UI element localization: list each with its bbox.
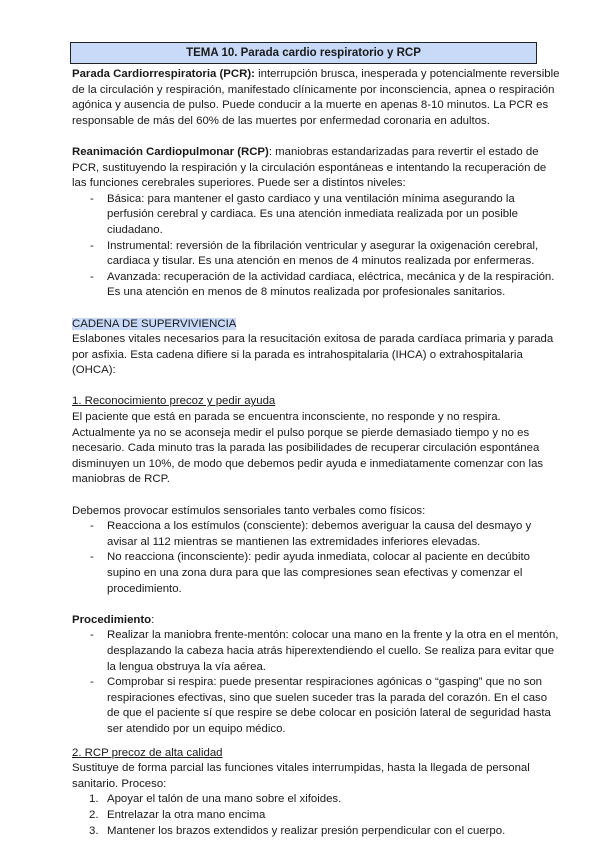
list-item bbox=[72, 792, 562, 808]
stimuli-intro: Debemos provocar estímulos sensoriales tanto verbales como físicos: bbox=[72, 504, 426, 517]
procedure-label: Procedimiento bbox=[72, 613, 152, 626]
rcp-definition bbox=[72, 145, 562, 192]
stimuli-list bbox=[72, 519, 562, 597]
list-item: - Realizar la maniobra frente-mentón: colocar una mano en la frente y la otra en el mentón, desplazando la cabeza hacia atrás hiperextendiendo el cuello. Se realiza para evitar que la lengua obstruya la vía aérea. bbox=[72, 628, 562, 675]
cadena-text: Eslabones vitales necesarios para la resucitación exitosa de parada cardíaca primaria y parada por asfixia. Esta cadena difiere si la parada es intrahospitalaria (IHCA) o extrahospitalaria (OHCA): bbox=[72, 333, 554, 377]
list-item: - No reacciona (inconsciente): pedir ayuda inmediata, colocar al paciente en decúbito supino en una zona dura para que las compresiones sean efectivas y comenzar el procedimiento. bbox=[72, 550, 562, 597]
section-2-heading bbox=[72, 746, 562, 762]
procedure-list bbox=[72, 628, 562, 737]
step-text: Apoyar el talón de una mano sobre el xifoides. bbox=[107, 793, 342, 806]
list-item bbox=[72, 824, 562, 840]
pcr-definition bbox=[72, 67, 562, 129]
rcp-text: : maniobras estandarizadas para revertir el estado de PCR, sustituyendo la respiración y la circulación espontáneas e intentando la recuperación de las funciones cerebrales superiores. Puede ser a distintos niveles: bbox=[72, 145, 547, 190]
pcr-text: interrupción brusca, inesperada y potencialmente reversible de la circulación y respiración, manifestado clínicamente por inconsciencia, apnea o respiración agónica y ausencia de pulso. Puede conducir a la muerte en apenas 8-10 minutos. La PCR es responsable de más del 60% de las muertes por enfermedad coronaria en adultos. bbox=[72, 68, 560, 127]
step-text: Mantener los brazos extendidos y realizar presión perpendicular con el cuerpo. bbox=[107, 824, 506, 837]
section-1-heading-text: 1. Reconocimiento precoz y pedir ayuda bbox=[72, 395, 276, 408]
list-item bbox=[72, 808, 562, 824]
section-2-heading-text: 2. RCP precoz de alta calidad bbox=[72, 746, 223, 759]
cadena-heading-text: CADENA DE SUPERVIVIENCIA bbox=[72, 317, 237, 330]
section-2-text: Sustituye de forma parcial las funciones vitales interrumpidas, hasta la llegada de personal sanitario. Proceso: bbox=[72, 762, 530, 790]
section-1-paragraph: El paciente que está en parada se encuentra inconsciente, no responde y no respira. Actualmente ya no se aconseja medir el pulso porque se pierde demasiado tiempo y no es necesario. Cada minuto tras la parada las posibilidades de recuperar circulación espontánea disminuyen un 10%, de modo que debemos pedir ayuda e inmediatamente comenzar con las maniobras de RCP. bbox=[72, 411, 544, 486]
pcr-term: Parada Cardiorrespiratoria (PCR): bbox=[72, 68, 255, 80]
list-item: - Básica: para mantener el gasto cardiaco y una ventilación mínima asegurando la perfusión cerebral y cardiaca. Es una atención inmediata realizada por un posible ciudadano. bbox=[72, 192, 562, 239]
step-text: Entrelazar la otra mano encima bbox=[107, 808, 266, 821]
document-body bbox=[72, 67, 562, 839]
procedure-colon: : bbox=[151, 613, 155, 626]
step-number: 3. bbox=[89, 824, 99, 837]
list-item: - Comprobar si respira: puede presentar respiraciones agónicas o “gasping” que no son respiraciones efectivas, sino que suelen suceder tras la parada del corazón. En el caso de que el paciente sí que respire se debe colocar en posición lateral de seguridad hasta ser atendido por un equipo médico. bbox=[72, 675, 562, 737]
rcp-levels-list bbox=[72, 192, 562, 301]
cadena-heading bbox=[72, 317, 562, 333]
step-number: 1. bbox=[89, 793, 99, 806]
step-number: 2. bbox=[89, 808, 99, 821]
page-title: TEMA 10. Parada cardio respiratorio y RCP bbox=[70, 42, 537, 64]
list-item: - Reacciona a los estímulos (consciente): debemos averiguar la causa del desmayo y avisar al 112 mientras se mantienen las extremidades inferiores elevadas. bbox=[72, 519, 562, 550]
process-steps-list bbox=[72, 792, 562, 839]
list-item: - Instrumental: reversión de la fibrilación ventricular y asegurar la oxigenación cerebral, cardiaca y tisular. Es una atención en menos de 4 minutos realizada por enfermeras. bbox=[72, 239, 562, 270]
procedure-heading bbox=[72, 613, 562, 629]
rcp-term: Reanimación Cardiopulmonar (RCP) bbox=[72, 145, 269, 158]
list-item: - Avanzada: recuperación de la actividad cardiaca, eléctrica, mecánica y de la respiración. Es una atención en menos de 8 minutos realizada por profesionales sanitarios. bbox=[72, 270, 562, 301]
section-1-heading bbox=[72, 394, 562, 410]
